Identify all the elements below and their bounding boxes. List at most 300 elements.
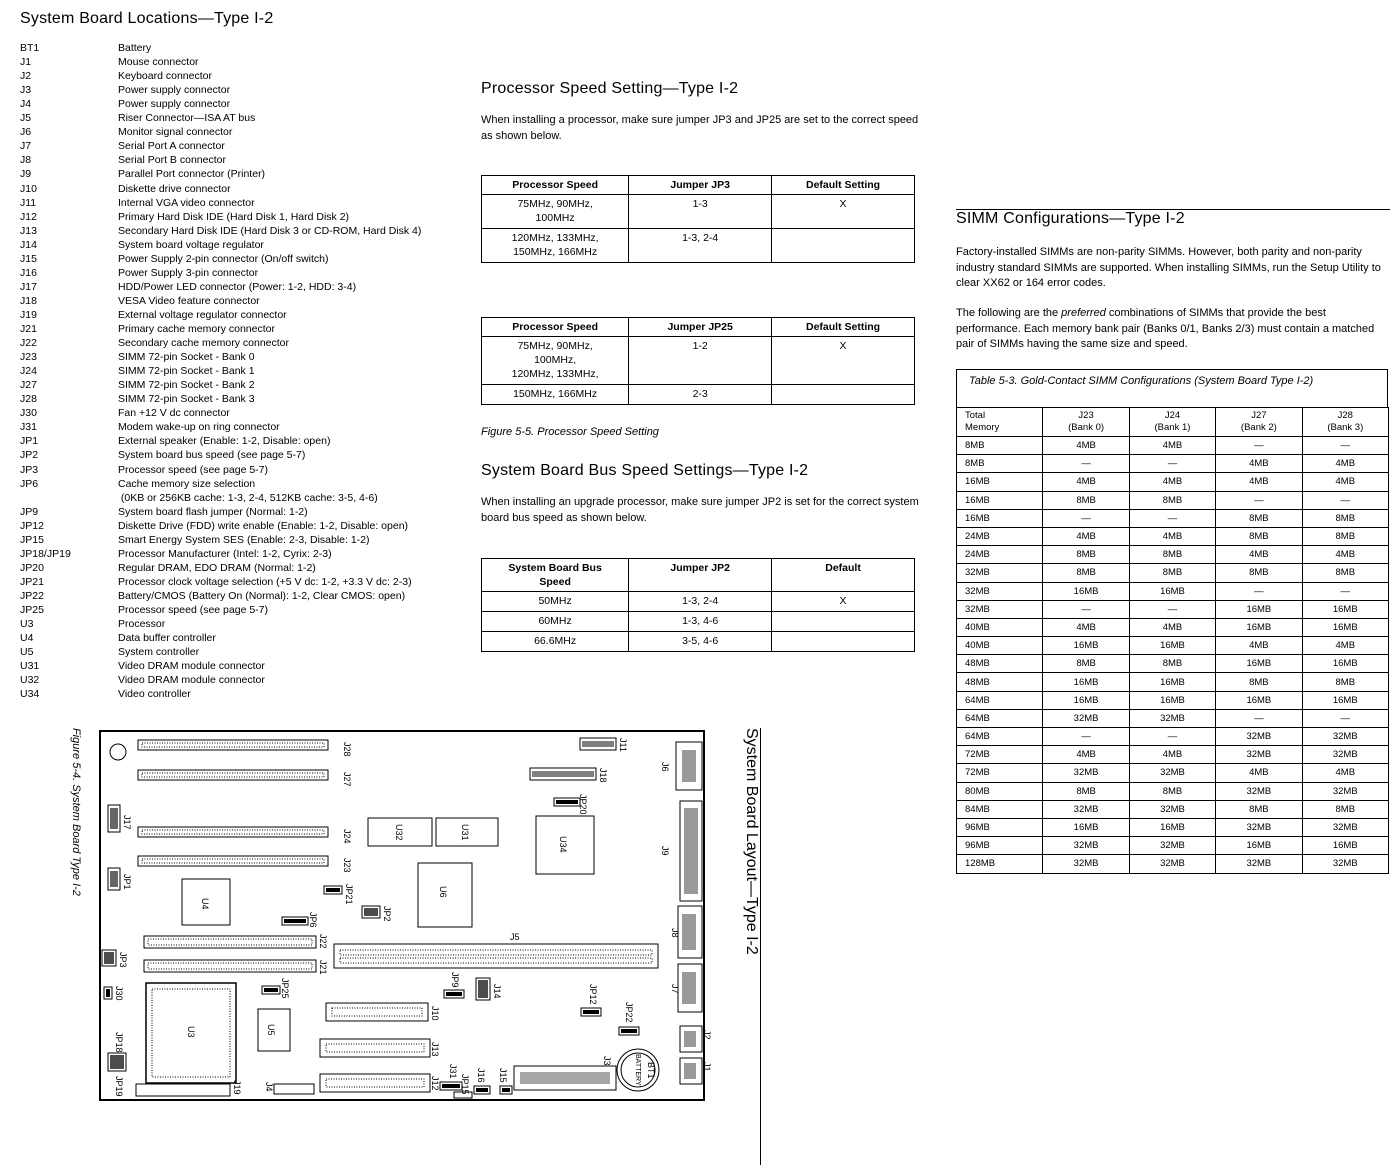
lbl-jp15: JP15 bbox=[460, 1074, 470, 1095]
simm-cell: 8MB bbox=[1043, 655, 1129, 673]
simm-cell: — bbox=[1302, 582, 1388, 600]
simm-cell: 4MB bbox=[1129, 746, 1215, 764]
location-code: JP21 bbox=[20, 575, 44, 588]
table-header-cell: System Board Bus Speed bbox=[482, 559, 629, 592]
simm-cell: 32MB bbox=[1302, 728, 1388, 746]
simm-row bbox=[957, 691, 1389, 709]
lbl-jp1: JP1 bbox=[122, 874, 132, 890]
simm-cell: 8MB bbox=[1216, 673, 1302, 691]
simm-para-2: The following are the preferred combinations of SIMMs that provide the best performance. Each memory bank pair (Banks 0/1, Banks 2/3) must contain a matched pair of SIMMs having the same size and speed. bbox=[956, 307, 1375, 350]
simm-cell: 16MB bbox=[1043, 582, 1129, 600]
j12-connector bbox=[320, 1074, 430, 1092]
table-cell: X bbox=[772, 592, 915, 612]
location-row bbox=[20, 267, 258, 279]
simm-row bbox=[957, 637, 1389, 655]
simm-table-caption: Table 5-3. Gold-Contact SIMM Configurations (System Board Type I-2) bbox=[969, 375, 1314, 387]
location-desc: Secondary Hard Disk IDE (Hard Disk 3 or CD-ROM, Hard Disk 4) bbox=[118, 224, 422, 237]
simm-cell: 32MB bbox=[1043, 837, 1129, 855]
lbl-j13: J13 bbox=[430, 1042, 440, 1057]
lbl-j1: J1 bbox=[702, 1062, 712, 1072]
simm-cell: 8MB bbox=[1043, 782, 1129, 800]
location-desc: System board flash jumper (Normal: 1-2) bbox=[118, 505, 308, 518]
location-code: U3 bbox=[20, 618, 34, 631]
figure-5-4-caption-wrap bbox=[66, 728, 88, 968]
simm-cell: 32MB bbox=[1216, 746, 1302, 764]
location-row bbox=[20, 492, 378, 504]
simm-cell: 8MB bbox=[1043, 564, 1129, 582]
lbl-jp18: JP18 bbox=[114, 1032, 124, 1053]
location-desc: Processor bbox=[118, 618, 166, 631]
table-cell: 1-3, 2-4 bbox=[629, 592, 772, 612]
location-row bbox=[20, 70, 212, 82]
table-cell: X bbox=[772, 337, 915, 385]
lbl-j24: J24 bbox=[342, 829, 352, 844]
simm-row bbox=[957, 764, 1389, 782]
table-cell: 150MHz, 166MHz bbox=[482, 385, 629, 405]
jp25-table bbox=[481, 317, 915, 405]
location-code: BT1 bbox=[20, 42, 40, 54]
layout-title-wrap bbox=[738, 728, 762, 988]
simm-cell: — bbox=[1302, 709, 1388, 727]
location-row bbox=[20, 421, 280, 433]
lbl-u6: U6 bbox=[438, 886, 448, 898]
simm-rule bbox=[956, 209, 1390, 210]
location-desc: Internal VGA video connector bbox=[118, 196, 255, 209]
lbl-j4: J4 bbox=[264, 1082, 274, 1092]
location-desc: Diskette drive connector bbox=[118, 182, 231, 195]
location-desc: HDD/Power LED connector (Power: 1-2, HDD: 3-4) bbox=[118, 280, 357, 293]
simm-cell: 4MB bbox=[1043, 473, 1129, 491]
location-code: J17 bbox=[20, 280, 37, 293]
location-code: J15 bbox=[20, 252, 37, 265]
simm-cell: 16MB bbox=[1129, 582, 1215, 600]
simm-cell: 8MB bbox=[1302, 564, 1388, 582]
lbl-j14: J14 bbox=[492, 984, 502, 999]
location-row bbox=[20, 323, 275, 335]
simm-row bbox=[957, 618, 1389, 636]
simm-cell: 4MB bbox=[1216, 473, 1302, 491]
location-desc: Power supply connector bbox=[118, 98, 231, 111]
simm-cell: 8MB bbox=[1302, 800, 1388, 818]
lbl-jp3: JP3 bbox=[118, 952, 128, 968]
simm-header-cell: J27 (Bank 2) bbox=[1216, 408, 1302, 437]
simm-cell: 16MB bbox=[1043, 691, 1129, 709]
simm-cell: 32MB bbox=[1302, 746, 1388, 764]
simm-cell: 32MB bbox=[1302, 818, 1388, 836]
lbl-u31: U31 bbox=[460, 824, 470, 841]
simm-cell: 4MB bbox=[1129, 527, 1215, 545]
lbl-u32: U32 bbox=[394, 824, 404, 841]
location-code: J24 bbox=[20, 365, 37, 378]
location-row bbox=[20, 393, 255, 405]
simm-cell: 8MB bbox=[1216, 527, 1302, 545]
lbl-j17: J17 bbox=[122, 815, 132, 830]
location-code: J3 bbox=[20, 84, 32, 97]
simm-cell: 48MB bbox=[957, 655, 1043, 673]
location-row bbox=[20, 168, 265, 180]
location-desc: Processor Manufacturer (Intel: 1-2, Cyrix: 2-3) bbox=[118, 547, 332, 560]
simm-cell: 4MB bbox=[1302, 764, 1388, 782]
simm-cell: 16MB bbox=[1302, 618, 1388, 636]
simm-cell: 4MB bbox=[1043, 746, 1129, 764]
location-desc: Cache memory size selection bbox=[118, 477, 256, 490]
simm-cell: 4MB bbox=[1129, 473, 1215, 491]
location-row bbox=[20, 225, 421, 237]
location-row bbox=[20, 84, 230, 96]
location-code: U5 bbox=[20, 646, 34, 659]
location-row bbox=[20, 56, 199, 68]
simm-cell: 64MB bbox=[957, 691, 1043, 709]
table-row bbox=[482, 337, 915, 385]
simm-cell: 32MB bbox=[1129, 764, 1215, 782]
j23-socket bbox=[138, 856, 328, 866]
location-desc: Diskette Drive (FDD) write enable (Enable: 1-2, Disable: open) bbox=[118, 519, 409, 532]
j21-socket bbox=[144, 960, 316, 972]
lbl-j7: J7 bbox=[670, 984, 680, 994]
board-outline bbox=[100, 731, 704, 1100]
lbl-jp6: JP6 bbox=[308, 912, 318, 928]
simm-cell: 8MB bbox=[1129, 491, 1215, 509]
lbl-jp25: JP25 bbox=[280, 978, 290, 999]
location-row bbox=[20, 660, 265, 672]
location-code: JP20 bbox=[20, 561, 44, 574]
simm-cell: 16MB bbox=[1129, 637, 1215, 655]
figure-5-4-caption: Figure 5-4. System Board Type I-2 bbox=[70, 728, 82, 896]
simm-cell: 64MB bbox=[957, 728, 1043, 746]
table-cell: 75MHz, 90MHz, 100MHz, 120MHz, 133MHz, bbox=[482, 337, 629, 385]
simm-cell: 16MB bbox=[1302, 837, 1388, 855]
location-code: JP12 bbox=[20, 519, 44, 532]
location-row bbox=[20, 520, 408, 532]
location-row bbox=[20, 351, 255, 363]
table-cell: 1-3, 2-4 bbox=[629, 229, 772, 263]
simm-cell: 8MB bbox=[1302, 509, 1388, 527]
location-code: J19 bbox=[20, 308, 37, 321]
simm-cell: 128MB bbox=[957, 855, 1043, 873]
simm-cell: 16MB bbox=[1302, 655, 1388, 673]
location-code: J6 bbox=[20, 126, 32, 139]
location-row bbox=[20, 435, 330, 447]
simm-cell: 4MB bbox=[1216, 546, 1302, 564]
lbl-j15: J15 bbox=[498, 1068, 508, 1083]
simm-cell: 32MB bbox=[957, 564, 1043, 582]
simm-cell: — bbox=[1129, 728, 1215, 746]
simm-cell: 4MB bbox=[1216, 455, 1302, 473]
processor-speed-text: When installing a processor, make sure jumper JP3 and JP25 are set to the correct speed as shown below. bbox=[481, 114, 919, 142]
simm-cell: 8MB bbox=[1302, 527, 1388, 545]
j19-connector bbox=[136, 1084, 230, 1096]
location-desc: SIMM 72-pin Socket - Bank 2 bbox=[118, 379, 255, 392]
location-code: J14 bbox=[20, 238, 37, 251]
table-cell: 1-3, 4-6 bbox=[629, 612, 772, 632]
simm-cell: 8MB bbox=[1043, 491, 1129, 509]
location-code: JP15 bbox=[20, 533, 44, 546]
lbl-battery: BATTERY bbox=[634, 1054, 641, 1086]
location-code: J18 bbox=[20, 294, 37, 307]
location-code: J5 bbox=[20, 112, 32, 125]
simm-header-cell: J23 (Bank 0) bbox=[1043, 408, 1129, 437]
location-row bbox=[20, 239, 264, 251]
table-header-cell: Jumper JP3 bbox=[629, 176, 772, 195]
location-desc: System controller bbox=[118, 646, 200, 659]
simm-cell: 8MB bbox=[1216, 509, 1302, 527]
location-code: J28 bbox=[20, 393, 37, 406]
lbl-j8: J8 bbox=[670, 928, 680, 938]
location-row bbox=[20, 295, 260, 307]
lbl-jp9: JP9 bbox=[450, 972, 460, 988]
simm-row bbox=[957, 437, 1389, 455]
bus-speed-title: System Board Bus Speed Settings—Type I-2 bbox=[481, 462, 809, 479]
j13-connector bbox=[320, 1039, 430, 1057]
lbl-jp12: JP12 bbox=[588, 984, 598, 1005]
simm-cell: 8MB bbox=[1129, 655, 1215, 673]
table-cell: 66.6MHz bbox=[482, 632, 629, 652]
simm-row bbox=[957, 600, 1389, 618]
simm-cell: 48MB bbox=[957, 673, 1043, 691]
lbl-j30: J30 bbox=[114, 986, 124, 1001]
location-code: J7 bbox=[20, 140, 32, 153]
lbl-j12: J12 bbox=[430, 1076, 440, 1091]
table-header-cell: Jumper JP25 bbox=[629, 318, 772, 337]
location-row bbox=[20, 337, 289, 349]
simm-cell: 16MB bbox=[1043, 818, 1129, 836]
simm-header-cell: J24 (Bank 1) bbox=[1129, 408, 1215, 437]
location-row bbox=[20, 618, 165, 630]
location-code: J4 bbox=[20, 98, 32, 111]
table-header-cell: Default Setting bbox=[772, 318, 915, 337]
simm-cell: 4MB bbox=[1216, 637, 1302, 655]
location-row bbox=[20, 309, 287, 321]
j4-connector bbox=[274, 1084, 314, 1094]
location-row bbox=[20, 183, 231, 195]
j24-socket bbox=[138, 827, 328, 837]
location-row bbox=[20, 126, 232, 138]
location-row bbox=[20, 688, 191, 700]
simm-cell: — bbox=[1216, 491, 1302, 509]
simm-cell: 4MB bbox=[1043, 527, 1129, 545]
location-desc: Riser Connector—ISA AT bus bbox=[118, 112, 256, 125]
location-code: J21 bbox=[20, 323, 37, 335]
simm-row bbox=[957, 746, 1389, 764]
location-code: U4 bbox=[20, 632, 34, 645]
lbl-jp20: JP20 bbox=[578, 794, 588, 815]
location-code: J9 bbox=[20, 168, 32, 181]
simm-cell: 40MB bbox=[957, 618, 1043, 636]
simm-cell: 16MB bbox=[1043, 673, 1129, 691]
simm-cell: — bbox=[1129, 455, 1215, 473]
location-code: J16 bbox=[20, 266, 37, 279]
simm-cell: 32MB bbox=[1129, 709, 1215, 727]
location-desc: Processor speed (see page 5-7) bbox=[118, 604, 268, 616]
simm-row bbox=[957, 455, 1389, 473]
simm-cell: 4MB bbox=[1302, 473, 1388, 491]
location-row bbox=[20, 211, 349, 223]
simm-cell: 8MB bbox=[1302, 673, 1388, 691]
simm-row bbox=[957, 800, 1389, 818]
simm-cell: 72MB bbox=[957, 746, 1043, 764]
lbl-j23: J23 bbox=[342, 858, 352, 873]
simm-cell: 4MB bbox=[1043, 618, 1129, 636]
location-desc: Keyboard connector bbox=[118, 70, 212, 83]
table-cell: 2-3 bbox=[629, 385, 772, 405]
simm-cell: 80MB bbox=[957, 782, 1043, 800]
location-row bbox=[20, 281, 356, 293]
location-code: J23 bbox=[20, 351, 37, 364]
location-desc: Serial Port B connector bbox=[118, 154, 226, 167]
location-code: JP18/JP19 bbox=[20, 547, 71, 560]
location-desc: Processor clock voltage selection (+5 V dc: 1-2, +3.3 V dc: 2-3) bbox=[118, 575, 412, 588]
layout-title: System Board Layout—Type I-2 bbox=[743, 728, 760, 955]
location-row bbox=[20, 197, 255, 209]
bus-speed-text: When installing an upgrade processor, make sure jumper JP2 is set for the correct system board bus speed as shown below. bbox=[481, 496, 919, 524]
lbl-jp2: JP2 bbox=[382, 906, 392, 922]
simm-cell: 8MB bbox=[1129, 564, 1215, 582]
simm-cell: — bbox=[1043, 509, 1129, 527]
simm-cell: 16MB bbox=[1216, 691, 1302, 709]
simm-cell: 4MB bbox=[1043, 437, 1129, 455]
simm-cell: 8MB bbox=[1129, 546, 1215, 564]
simm-cell: 16MB bbox=[1216, 837, 1302, 855]
location-desc: VESA Video feature connector bbox=[118, 294, 260, 307]
location-desc: Mouse connector bbox=[118, 56, 199, 69]
simm-para-1: Factory-installed SIMMs are non-parity SIMMs. However, both parity and non-parity industry standard SIMMs are supported. When installing SIMMs, run the Setup Utility to clear XX62 or 164 error codes. bbox=[956, 246, 1381, 289]
simm-cell: 4MB bbox=[1129, 618, 1215, 636]
table-row bbox=[482, 632, 915, 652]
simm-cell: — bbox=[1302, 491, 1388, 509]
table-cell bbox=[772, 632, 915, 652]
location-row bbox=[20, 98, 230, 110]
location-desc: Serial Port A connector bbox=[118, 140, 225, 153]
location-desc: Primary cache memory connector bbox=[118, 323, 275, 335]
location-row bbox=[20, 562, 316, 574]
location-row bbox=[20, 140, 225, 152]
location-code: JP25 bbox=[20, 604, 44, 616]
simm-row bbox=[957, 709, 1389, 727]
simm-cell: — bbox=[1129, 509, 1215, 527]
simm-cell: 16MB bbox=[957, 509, 1043, 527]
simm-cell: 16MB bbox=[957, 473, 1043, 491]
location-desc: Video DRAM module connector bbox=[118, 674, 265, 687]
lbl-u34: U34 bbox=[558, 836, 568, 853]
simm-cell: 16MB bbox=[1302, 691, 1388, 709]
lbl-j10: J10 bbox=[430, 1006, 440, 1021]
location-row bbox=[20, 632, 216, 644]
simm-cell: 24MB bbox=[957, 546, 1043, 564]
table-row bbox=[482, 229, 915, 263]
location-desc: Modem wake-up on ring connector bbox=[118, 421, 280, 434]
simm-cell: — bbox=[1129, 600, 1215, 618]
location-code: J31 bbox=[20, 421, 37, 434]
simm-row bbox=[957, 564, 1389, 582]
simm-cell: 32MB bbox=[1216, 728, 1302, 746]
lbl-u3: U3 bbox=[186, 1026, 196, 1038]
lbl-jp21: JP21 bbox=[344, 884, 354, 905]
location-row bbox=[20, 674, 265, 686]
simm-cell: 32MB bbox=[1043, 800, 1129, 818]
j5-riser bbox=[334, 944, 658, 968]
simm-header-cell: J28 (Bank 3) bbox=[1302, 408, 1388, 437]
location-code: JP22 bbox=[20, 589, 44, 602]
table-header-cell: Processor Speed bbox=[482, 318, 629, 337]
location-code: J1 bbox=[20, 56, 32, 69]
simm-cell: 32MB bbox=[1216, 782, 1302, 800]
simm-row bbox=[957, 837, 1389, 855]
table-cell bbox=[772, 385, 915, 405]
simm-cell: 32MB bbox=[1216, 818, 1302, 836]
simm-cell: 4MB bbox=[1302, 546, 1388, 564]
lbl-u4: U4 bbox=[200, 898, 210, 910]
simm-row bbox=[957, 509, 1389, 527]
simm-cell: 32MB bbox=[1216, 855, 1302, 873]
location-desc: SIMM 72-pin Socket - Bank 1 bbox=[118, 365, 255, 378]
location-desc: Parallel Port connector (Printer) bbox=[118, 168, 266, 181]
simm-cell: 16MB bbox=[957, 491, 1043, 509]
location-desc: Processor speed (see page 5-7) bbox=[118, 463, 268, 476]
simm-cell: — bbox=[1216, 709, 1302, 727]
simm-cell: 32MB bbox=[1043, 709, 1129, 727]
simm-row bbox=[957, 473, 1389, 491]
simm-title: SIMM Configurations—Type I-2 bbox=[956, 210, 1185, 227]
simm-row bbox=[957, 728, 1389, 746]
location-row bbox=[20, 506, 308, 518]
simm-cell: 64MB bbox=[957, 709, 1043, 727]
jp2-table bbox=[481, 558, 915, 652]
table-cell: 120MHz, 133MHz, 150MHz, 166MHz bbox=[482, 229, 629, 263]
simm-cell: 32MB bbox=[1043, 855, 1129, 873]
location-desc: Video controller bbox=[118, 688, 191, 701]
simm-row bbox=[957, 855, 1389, 873]
simm-cell: 8MB bbox=[1216, 564, 1302, 582]
jp3-table bbox=[481, 175, 915, 263]
simm-cell: 4MB bbox=[1129, 437, 1215, 455]
location-desc: Power supply connector bbox=[118, 84, 231, 97]
table-row bbox=[482, 385, 915, 405]
lbl-j6: J6 bbox=[660, 762, 670, 772]
simm-cell: 32MB bbox=[1129, 855, 1215, 873]
simm-cell: 24MB bbox=[957, 527, 1043, 545]
simm-table bbox=[956, 407, 1389, 874]
simm-table-caption-box bbox=[956, 369, 1388, 407]
lbl-j2: J2 bbox=[702, 1030, 712, 1040]
location-row bbox=[20, 646, 199, 658]
table-cell: 50MHz bbox=[482, 592, 629, 612]
j10-connector bbox=[326, 1003, 428, 1021]
simm-row bbox=[957, 673, 1389, 691]
simm-header-cell: Total Memory bbox=[957, 408, 1043, 437]
table-row bbox=[482, 195, 915, 229]
location-desc: External voltage regulator connector bbox=[118, 308, 287, 321]
location-desc: SIMM 72-pin Socket - Bank 3 bbox=[118, 393, 255, 406]
table-cell: 3-5, 4-6 bbox=[629, 632, 772, 652]
location-desc: SIMM 72-pin Socket - Bank 0 bbox=[118, 351, 255, 364]
simm-cell: 32MB bbox=[1129, 800, 1215, 818]
lbl-j27: J27 bbox=[342, 772, 352, 787]
simm-cell: 8MB bbox=[1216, 800, 1302, 818]
table-header-cell: Default Setting bbox=[772, 176, 915, 195]
location-row bbox=[20, 449, 305, 461]
table-header-cell: Processor Speed bbox=[482, 176, 629, 195]
location-row bbox=[20, 576, 412, 588]
lbl-j22: J22 bbox=[318, 934, 328, 949]
simm-cell: 16MB bbox=[1129, 691, 1215, 709]
location-desc: Smart Energy System SES (Enable: 2-3, Disable: 1-2) bbox=[118, 533, 370, 546]
lbl-bt1: BT1 bbox=[646, 1062, 656, 1079]
lbl-j11: J11 bbox=[618, 738, 628, 752]
location-row bbox=[20, 478, 255, 490]
table-row bbox=[482, 592, 915, 612]
simm-header-row bbox=[957, 408, 1389, 437]
simm-row bbox=[957, 582, 1389, 600]
